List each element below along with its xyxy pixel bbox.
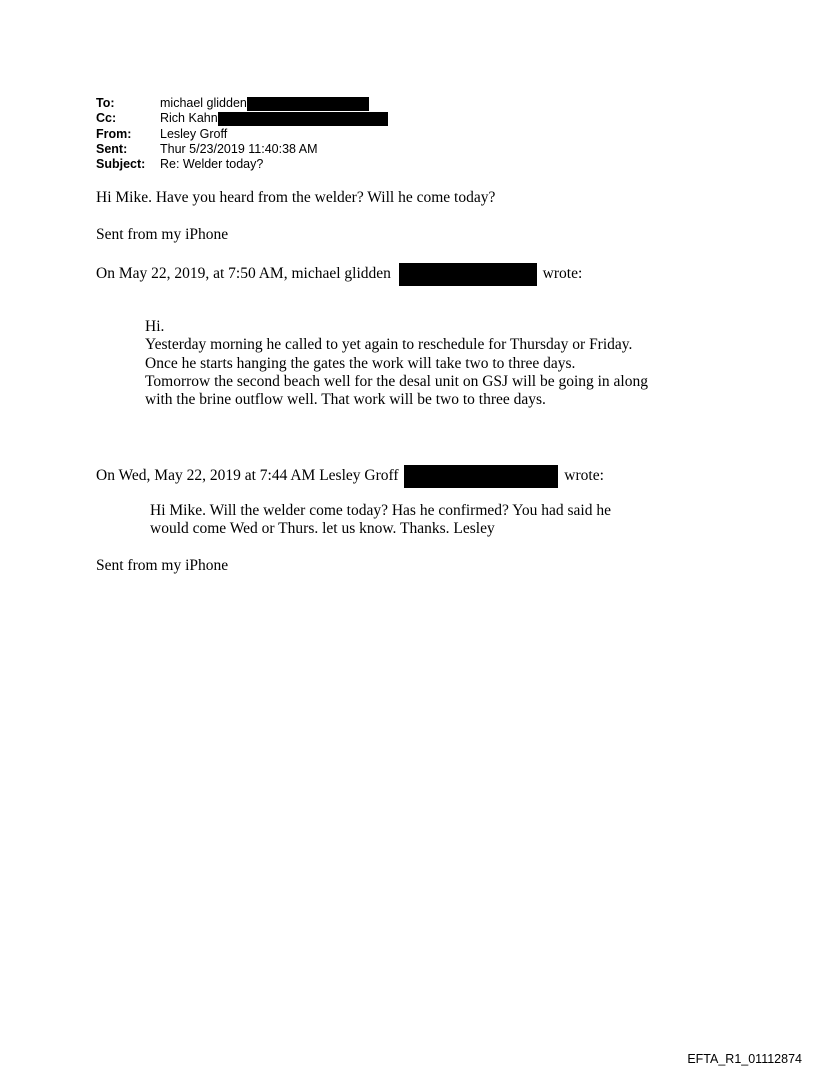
to-label: To: xyxy=(96,96,115,110)
redaction-bar xyxy=(218,112,388,126)
quoted-message-2 xyxy=(150,502,611,539)
from-value: Lesley Groff xyxy=(160,126,228,141)
cc-label: Cc: xyxy=(96,111,117,126)
sent-value: Thur 5/23/2019 11:40:38 AM xyxy=(160,141,318,156)
sent-row xyxy=(96,142,388,157)
cc-value: Rich Kahn xyxy=(160,111,218,126)
reply-header-prefix: On May 22, 2019, at 7:50 AM, michael glidden xyxy=(96,265,391,283)
from-row xyxy=(96,127,388,142)
reply-header-suffix: wrote: xyxy=(564,467,604,485)
subject-value: Re: Welder today? xyxy=(160,157,264,172)
quoted-line: would come Wed or Thurs. let us know. Thanks. Lesley xyxy=(150,520,495,538)
to-row xyxy=(96,96,388,111)
quoted-line: Once he starts hanging the gates the work will take two to three days. xyxy=(145,354,576,372)
subject-row xyxy=(96,157,388,172)
quoted-line: Hi Mike. Will the welder come today? Has he confirmed? You had said he xyxy=(150,502,611,519)
quoted-message-1 xyxy=(145,318,648,409)
quoted-line: with the brine outflow well. That work will be two to three days. xyxy=(145,391,546,409)
document-id: EFTA_R1_01112874 xyxy=(687,1052,802,1066)
quoted-line: Hi. xyxy=(145,318,165,335)
email-header xyxy=(96,96,388,172)
redaction-bar xyxy=(399,263,537,286)
redaction-bar xyxy=(404,465,558,488)
cc-row xyxy=(96,111,388,126)
reply-header-1 xyxy=(96,263,582,286)
reply-header-2 xyxy=(96,465,604,488)
to-value: michael glidden xyxy=(160,96,247,110)
reply-header-prefix: On Wed, May 22, 2019 at 7:44 AM Lesley Groff xyxy=(96,467,399,485)
reply-header-suffix: wrote: xyxy=(542,265,583,283)
message-text: Hi Mike. Have you heard from the welder? Will he come today? xyxy=(96,189,496,206)
from-label: From: xyxy=(96,126,132,141)
sent-label: Sent: xyxy=(96,141,128,156)
signature-text: Sent from my iPhone xyxy=(96,557,229,574)
quoted-line: Yesterday morning he called to yet again to reschedule for Thursday or Friday. xyxy=(145,336,633,354)
signature-text: Sent from my iPhone xyxy=(96,226,229,243)
subject-label: Subject: xyxy=(96,157,146,172)
redaction-bar xyxy=(247,97,369,111)
quoted-line: Tomorrow the second beach well for the desal unit on GSJ will be going in along xyxy=(145,372,648,390)
